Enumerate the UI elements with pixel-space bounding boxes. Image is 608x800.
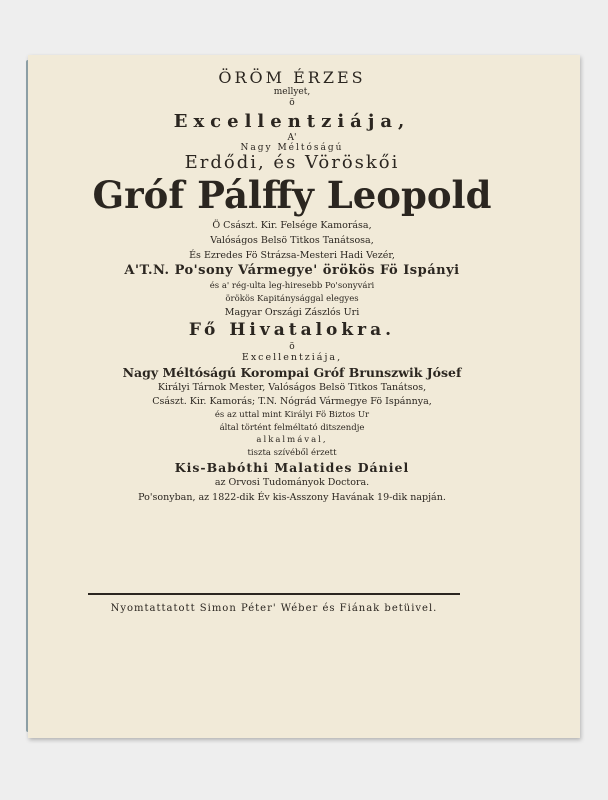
title-page-text [48, 69, 536, 504]
text-ditszendje: által történt felméltató ditszendje [219, 422, 365, 433]
text-kapitanysaggal: örökös Kapitánysággal elegyes [225, 294, 359, 305]
text-date-place: Po'sonyban, az 1822-dik Év kis-Asszony Havának 19-dik napján. [138, 492, 446, 504]
text-mellyet: mellyet, [273, 87, 311, 98]
heading-orom-erzes: ÖRÖM ÉRZES [218, 68, 366, 87]
text-brunszwik-jozsef: Nagy Méltóságú Korompai Gróf Brunszwik Jósef [122, 364, 462, 380]
heading-grof-palffy-leopold: Gróf Pálffy Leopold [92, 173, 492, 218]
text-nagy-meltosagu: Nagy Méltóságú [240, 143, 344, 154]
text-erdodi-es-voroskoi: Erdődi, és Vöröskői [184, 152, 400, 174]
text-title-3: És Ezredes Fö Strázsa-Mesteri Hadi Vezér, [189, 249, 395, 261]
text-malatides-daniel: Kis-Babóthi Malatides Dániel [174, 459, 410, 475]
text-nograd-ispanya: Császt. Kir. Kamorás; T.N. Nógrád Vármegye Fö Ispánnya, [152, 395, 432, 407]
text-kiralyi-biztos: és az uttal mint Királyi Fö Biztos Ur [214, 409, 370, 420]
printer-imprint: Nyomtattatott Simon Péter' Wéber és Fiának betüivel. [110, 603, 438, 614]
text-tiszta-szivebol: tiszta szívéből érzett [247, 448, 337, 459]
text-alkalmaval: alkalmával, [256, 435, 328, 446]
divider-rule [88, 593, 460, 595]
text-zaszlos-uri: Magyar Országi Zászlós Uri [224, 306, 360, 318]
text-tarnok-mester: Királyi Tárnok Mester, Valóságos Belsö Titkos Tanátsos, [157, 382, 427, 394]
text-o: ö [289, 97, 295, 108]
text-title-2: Valóságos Belsö Titkos Tanátsosa, [210, 234, 374, 246]
text-excellentziaja-2: Excellentziája, [241, 351, 343, 363]
text-posony-ispanyi: A'T.N. Po'sony Vármegye' örökös Fö Ispányi [124, 263, 460, 279]
heading-excellentziaja: Excellentziája, [173, 111, 411, 133]
text-o-2: ö [289, 342, 295, 353]
text-reg-ulta: és a' rég-ulta leg-hiresebb Po'sonyvári [209, 281, 375, 292]
text-orvosi-doctora: az Orvosi Tudományok Doctora. [214, 477, 370, 489]
text-a: A' [287, 132, 297, 143]
text-title-1: Ö Császt. Kir. Felsége Kamorása, [212, 219, 372, 231]
heading-fo-hivatalokra: Fő Hivatalokra. [188, 319, 396, 340]
